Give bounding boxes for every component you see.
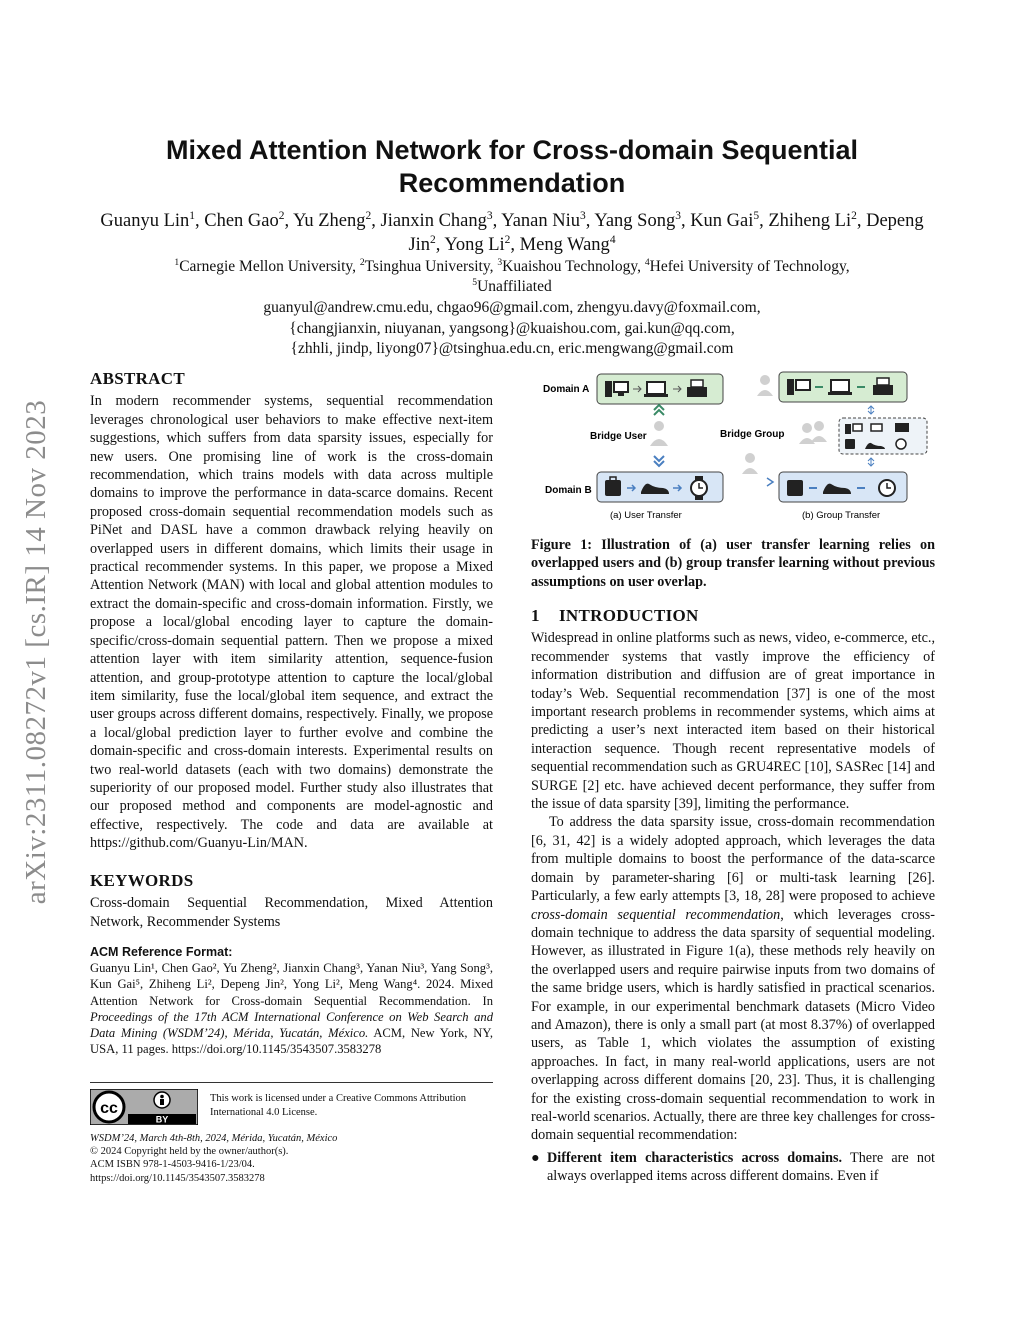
bullet-icon: ●: [531, 1149, 540, 1166]
abstract-text: In modern recommender systems, sequential recommendation leverages chronological user behaviors to make effective next-item suggestions, which suffers from data sparsity issues, especially for new users. One promising line of work is the cross-domain recommendation, which trains models with data across multiple domains to improve the performance in data-scarce domains. Recent proposed cross-domain sequential recommendation models such as PiNet and DASL have a common drawback relying heavily on overlapped users in different domains, which limits their usage in practical recommender systems. In this paper, we propose a Mixed Attention Network (MAN) with local and global attention modules to extract the domain-specific and cross-domain information. Firstly, we propose a local/global encoding layer to capture the domain-specific/cross-domain sequential pattern. Then we propose a mixed attention layer with item similarity attention, sequence-fusion attention, and group-prototype attention to capture the local/global item similarity, fuse the local/global item sequence, and extract the user groups across different domains, respectively. Finally, we propose a local/global prediction layer to further evolve and combine the domain-specific and cross-domain interests. Experimental results on two real-world datasets (each with two domains) demonstrate the superiority of our proposed model. Further study also illustrates that our proposed method and components are model-agnostic and effective, respectively. The code and data are available at https://github.com/Guanyu-Lin/MAN.: [90, 393, 493, 852]
author: Yanan Niu$^3$: [501, 210, 586, 231]
author: Jianxin Chang$^3$: [380, 210, 493, 231]
intro-bullet: ● Different item characteristics across domains. There are not always overlapped items across different domains. Even if: [531, 1149, 935, 1185]
introduction-section: [531, 607, 935, 1186]
keywords-section: [90, 872, 493, 931]
arxiv-stamp: arXiv:2311.08272v1 [cs.IR] 14 Nov 2023: [20, 399, 52, 905]
title-line-2: Recommendation: [398, 168, 626, 198]
author: Yang Song$^3$: [594, 210, 681, 231]
keywords-text: Cross-domain Sequential Recommendation, Mixed Attention Network, Recommender Systems: [90, 895, 493, 930]
introduction-heading: 1 INTRODUCTION: [531, 606, 699, 625]
license-block: [90, 1082, 493, 1125]
author: Zhiheng Li$^2$: [768, 210, 857, 231]
isbn-line: ACM ISBN 978-1-4503-9416-1/23/04.: [90, 1159, 255, 1171]
person-icon: [650, 421, 668, 446]
abstract-heading: ABSTRACT: [90, 369, 185, 388]
intro-paragraph-2: To address the data sparsity issue, cross-domain recommendation [6, 31, 42] is a widely adopted approach, which leverages the data from multiple domains to boost the performance of the data-scarce domain by parameter-sharing [6] or multi-task learning [26]. Particularly, a few early attempts [3, 18, 28] were proposed to achieve cross-domain sequential recommendation, which leverages cross-domain technique to address the data sparsity of sequential modeling. However, as illustrated in Figure 1(a), these methods rely heavily on the overlapped users and require pairwise inputs from two domains of the same bridge users, which is hardly satisfied in practical scenarios. For example, in our experimental benchmark datasets (Micro Video and Amazon), there is only a small part (at most 8.37%) of overlapped users, as Table 1, which violates the assumption of existing approaches. In fact, in many real-world applications, users are not overlapping across different domains [20, 23]. Thus, it is challenging for the existing cross-domain sequential recommendation to work in real-world scenarios. Actually, there are three key challenges for cross-domain sequential recommendation:: [531, 814, 935, 1144]
bridge-group-label: Bridge Group: [720, 429, 785, 440]
svg-text:BY: BY: [155, 1114, 169, 1125]
figure-1: [531, 366, 935, 526]
author: Depeng Jin$^2$: [408, 211, 924, 255]
paper-title: [80, 134, 944, 200]
conference-line: WSDM’24, March 4th-8th, 2024, Mérida, Yucatán, México: [90, 1133, 338, 1144]
laptop-icon: [644, 382, 668, 397]
author: Chen Gao$^2$: [204, 210, 285, 231]
abstract-section: [90, 370, 493, 853]
email-line: guanyul@andrew.cmu.edu, chgao96@gmail.com, zhengyu.davy@foxmail.com,: [263, 299, 761, 316]
doi-link[interactable]: https://doi.org/10.1145/3543507.3583278: [90, 1172, 265, 1184]
divider: [90, 1082, 493, 1083]
acm-reference-heading: ACM Reference Format:: [90, 945, 233, 959]
subfigure-a-label: (a) User Transfer: [610, 510, 682, 521]
author: Meng Wang$^4$: [519, 234, 616, 255]
domain-a-label: Domain A: [543, 384, 590, 395]
author-list: Guanyu Lin$^1$, Chen Gao$^2$, Yu Zheng$^2$, Jianxin Chang$^3$, Yanan Niu$^3$, Yang Song$^3$, Kun Gai$^5$, Zhiheng Li$^2$, Depeng Jin$^2$, Yong Li$^2$, Meng Wang$^4$: [100, 210, 924, 255]
publication-info: [90, 1132, 493, 1185]
acm-reference: [90, 944, 493, 1057]
email-line: {changjianxin, niuyanan, yangsong}@kuaishou.com, gai.kun@qq.com,: [289, 319, 735, 337]
creative-commons-logo: [90, 1089, 198, 1125]
title-line-1: Mixed Attention Network for Cross-domain Sequential: [165, 135, 859, 165]
keywords-heading: KEYWORDS: [90, 871, 194, 890]
copyright-line: © 2024 Copyright held by the owner/author(s).: [90, 1146, 289, 1158]
author: Yu Zheng$^2$: [293, 210, 372, 231]
author: Guanyu Lin$^1$: [100, 210, 195, 231]
email-line: {zhhli, jindp, liyong07}@tsinghua.edu.cn, eric.mengwang@gmail.com: [290, 340, 734, 357]
license-text: This work is licensed under a Creative Commons Attribution International 4.0 License.: [210, 1093, 467, 1118]
author-emails: [96, 298, 928, 360]
author: Kun Gai$^5$: [690, 210, 760, 231]
bridge-user-label: Bridge User: [590, 431, 647, 442]
intro-paragraph-1: Widespread in online platforms such as news, video, e-commerce, etc., recommender systems that vastly improve the efficiency of information distribution and diffusion are of great importance in today’s Web. Sequential recommendation [37] is one of the most important research problems in recommender systems, which aims at predicting a user’s next interacted item based on their historical interaction sequence. Though recent representative models of sequential recommendation such as GRU4REC [10], SASRec [14] and SURGE [2] etc. have achieved decent performance, they suffer from the issue of data sparsity [39], limiting the performance.: [531, 630, 935, 813]
affiliations: $^1$Carnegie Mellon University, $^2$Tsinghua University, $^3$Kuaishou Technology, $^4$Hefei University of Technology, $^5$Unaffiliated: [174, 257, 850, 295]
figure-diagram: [531, 366, 935, 526]
figure-caption: Figure 1: Illustration of (a) user transfer learning relies on overlapped users and (b) group transfer learning without previous assumptions on user overlap.: [531, 537, 935, 590]
domain-b-label: Domain B: [545, 485, 592, 496]
author: Yong Li$^2$: [444, 234, 511, 255]
acm-reference-text: Guanyu Lin¹, Chen Gao², Yu Zheng², Jianxin Chang³, Yanan Niu³, Yang Song³, Kun Gai⁵, Zhiheng Li², Depeng Jin², Yong Li², Meng Wang⁴. 2024. Mixed Attention Network for Cross-domain Sequential Recommendation. In Proceedings of the 17th ACM International Conference on Web Search and Data Mining (WSDM’24), Mérida, Yucatán, México. ACM, New York, NY, USA, 11 pages. https://doi.org/10.1145/3543507.3583278: [90, 961, 493, 1057]
subfigure-b-label: (b) Group Transfer: [802, 510, 881, 521]
svg-text:cc: cc: [100, 1100, 118, 1117]
